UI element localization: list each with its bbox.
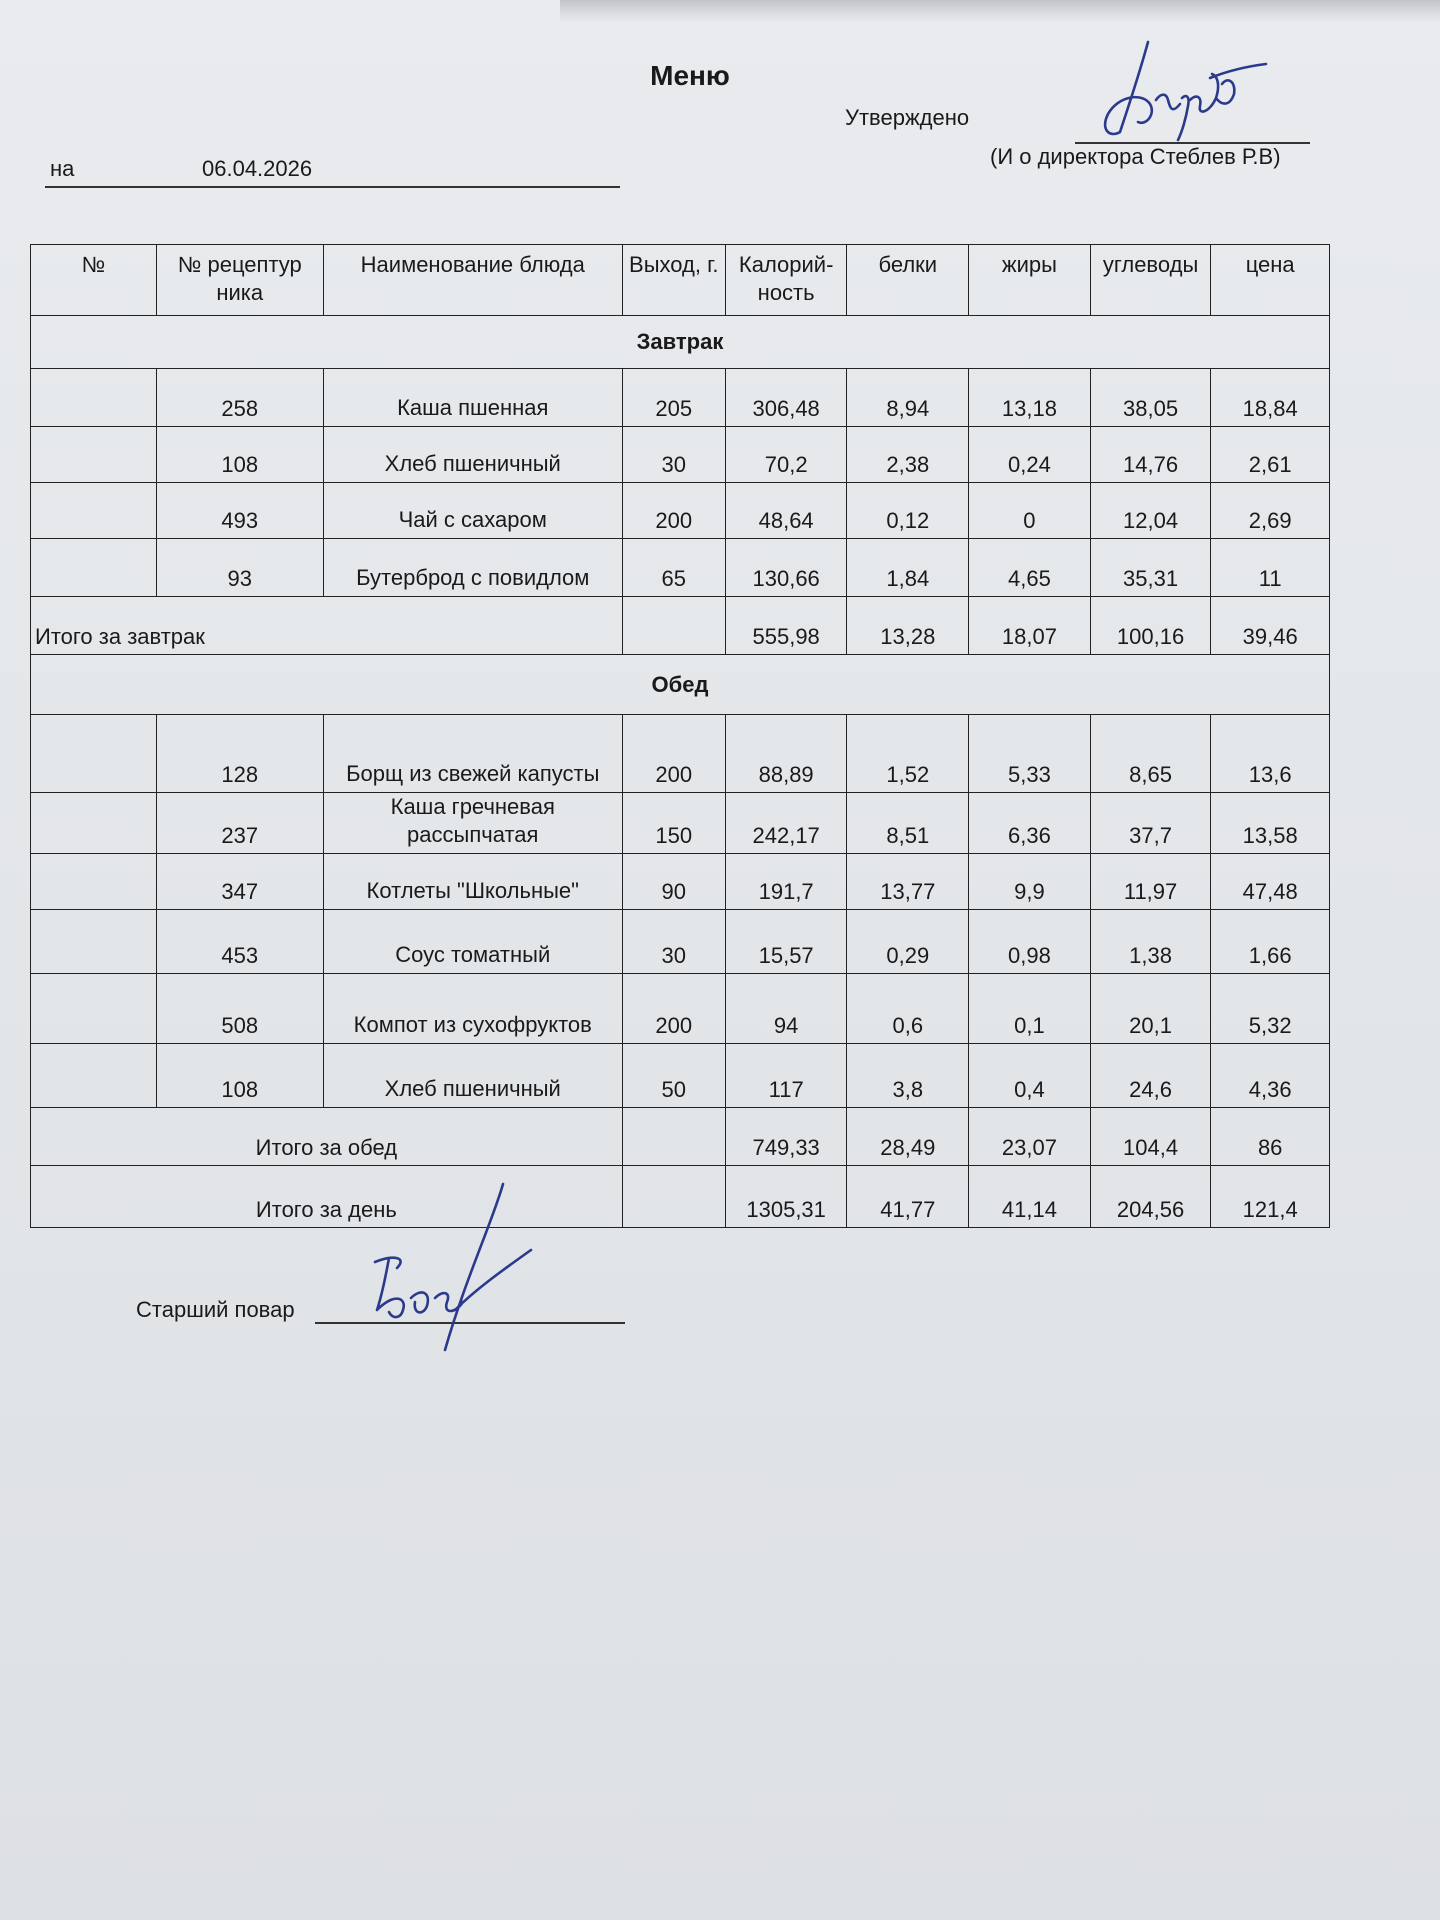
cell-yield: 200 <box>622 715 725 793</box>
breakfast-total-row <box>31 597 1330 655</box>
cell-carbs: 104,4 <box>1090 1108 1211 1166</box>
cell-kcal: 555,98 <box>725 597 847 655</box>
cell-fat: 6,36 <box>969 793 1091 854</box>
cell-dish: Каша гречневая рассыпчатая <box>323 793 622 854</box>
total-label: Итого за день <box>31 1166 623 1228</box>
cell-price: 2,61 <box>1211 427 1330 483</box>
cell-recipe: 258 <box>156 369 323 427</box>
header-cell: № рецептур ника <box>156 245 323 316</box>
cell-kcal: 70,2 <box>725 427 847 483</box>
cell-kcal: 117 <box>725 1044 847 1108</box>
table-row <box>31 483 1330 539</box>
cell-num <box>31 483 157 539</box>
cell-yield: 205 <box>622 369 725 427</box>
cell-protein: 13,28 <box>847 597 969 655</box>
table-row <box>31 910 1330 974</box>
cell-protein: 1,52 <box>847 715 969 793</box>
cell-yield: 150 <box>622 793 725 854</box>
section-row-breakfast <box>31 316 1330 369</box>
document-title: Меню <box>650 60 730 91</box>
cell-dish: Котлеты "Школьные" <box>323 854 622 910</box>
cell-kcal: 130,66 <box>725 539 847 597</box>
shadow <box>560 0 1440 22</box>
table-row <box>31 793 1330 854</box>
cell-fat: 0,24 <box>969 427 1091 483</box>
cook-label: Старший повар <box>136 1297 295 1322</box>
cell-carbs: 14,76 <box>1090 427 1211 483</box>
cell-yield: 65 <box>622 539 725 597</box>
cell-kcal: 15,57 <box>725 910 847 974</box>
section-title: Завтрак <box>31 316 1330 369</box>
cell-num <box>31 1044 157 1108</box>
cell-carbs: 1,38 <box>1090 910 1211 974</box>
cell-num <box>31 910 157 974</box>
date-prefix: на <box>50 156 75 181</box>
cell-protein: 28,49 <box>847 1108 969 1166</box>
cell-protein: 2,38 <box>847 427 969 483</box>
cell-carbs: 35,31 <box>1090 539 1211 597</box>
header-cell: углеводы <box>1090 245 1211 316</box>
cell-num <box>31 369 157 427</box>
cell-dish: Соус томатный <box>323 910 622 974</box>
cell-price: 13,6 <box>1211 715 1330 793</box>
cell-num <box>31 539 157 597</box>
menu-table <box>30 244 1330 1228</box>
cell-fat: 0,4 <box>969 1044 1091 1108</box>
cell-fat: 41,14 <box>969 1166 1091 1228</box>
cell-recipe: 108 <box>156 1044 323 1108</box>
cell-num <box>31 715 157 793</box>
cell-kcal: 94 <box>725 974 847 1044</box>
table-row <box>31 854 1330 910</box>
cell-protein: 8,51 <box>847 793 969 854</box>
header-cell: Наименование блюда <box>323 245 622 316</box>
cell-protein: 0,12 <box>847 483 969 539</box>
cell-carbs: 8,65 <box>1090 715 1211 793</box>
director-label: (И о директора Стеблев Р.В) <box>990 144 1281 169</box>
cell-yield: 90 <box>622 854 725 910</box>
cell-fat: 5,33 <box>969 715 1091 793</box>
cell-price: 47,48 <box>1211 854 1330 910</box>
cell-yield: 200 <box>622 974 725 1044</box>
cell-recipe: 493 <box>156 483 323 539</box>
cell-carbs: 37,7 <box>1090 793 1211 854</box>
cell-carbs: 11,97 <box>1090 854 1211 910</box>
cook-signature <box>355 1180 535 1355</box>
lunch-total-row <box>31 1108 1330 1166</box>
cell-fat: 4,65 <box>969 539 1091 597</box>
cell-kcal: 306,48 <box>725 369 847 427</box>
cell-dish: Борщ из свежей капусты <box>323 715 622 793</box>
cell-price: 2,69 <box>1211 483 1330 539</box>
table-row <box>31 427 1330 483</box>
cell-dish: Чай с сахаром <box>323 483 622 539</box>
cell-price: 4,36 <box>1211 1044 1330 1108</box>
cell-num <box>31 854 157 910</box>
cell-fat: 0,1 <box>969 974 1091 1044</box>
cell-protein: 41,77 <box>847 1166 969 1228</box>
cell-yield <box>622 1108 725 1166</box>
header-cell: Выход, г. <box>622 245 725 316</box>
cell-protein: 0,6 <box>847 974 969 1044</box>
cell-dish: Компот из сухофруктов <box>323 974 622 1044</box>
cell-dish: Хлеб пшеничный <box>323 1044 622 1108</box>
header-cell: Калорий-ность <box>725 245 847 316</box>
cell-num <box>31 427 157 483</box>
menu-date: 06.04.2026 <box>202 156 313 181</box>
day-total-row <box>31 1166 1330 1228</box>
cell-num <box>31 974 157 1044</box>
section-title: Обед <box>31 655 1330 715</box>
cell-carbs: 20,1 <box>1090 974 1211 1044</box>
cell-recipe: 347 <box>156 854 323 910</box>
cell-price: 13,58 <box>1211 793 1330 854</box>
cell-recipe: 453 <box>156 910 323 974</box>
cell-kcal: 749,33 <box>725 1108 847 1166</box>
cell-price: 86 <box>1211 1108 1330 1166</box>
cell-carbs: 12,04 <box>1090 483 1211 539</box>
cell-carbs: 38,05 <box>1090 369 1211 427</box>
table-row <box>31 539 1330 597</box>
cell-kcal: 242,17 <box>725 793 847 854</box>
cell-protein: 3,8 <box>847 1044 969 1108</box>
cell-recipe: 508 <box>156 974 323 1044</box>
header-cell: № <box>31 245 157 316</box>
table-row <box>31 715 1330 793</box>
cell-protein: 13,77 <box>847 854 969 910</box>
table-header-row <box>31 245 1330 316</box>
cell-yield: 30 <box>622 910 725 974</box>
director-signature <box>1090 34 1270 144</box>
cell-fat: 9,9 <box>969 854 1091 910</box>
cell-price: 1,66 <box>1211 910 1330 974</box>
cell-recipe: 237 <box>156 793 323 854</box>
cell-carbs: 100,16 <box>1090 597 1211 655</box>
table-row <box>31 369 1330 427</box>
header-cell: белки <box>847 245 969 316</box>
cell-recipe: 128 <box>156 715 323 793</box>
cell-fat: 18,07 <box>969 597 1091 655</box>
cell-recipe: 93 <box>156 539 323 597</box>
cell-price: 11 <box>1211 539 1330 597</box>
cell-fat: 23,07 <box>969 1108 1091 1166</box>
cell-protein: 8,94 <box>847 369 969 427</box>
cell-price: 18,84 <box>1211 369 1330 427</box>
cell-fat: 0 <box>969 483 1091 539</box>
cell-num <box>31 793 157 854</box>
cell-yield <box>622 597 725 655</box>
cell-yield: 200 <box>622 483 725 539</box>
cell-yield: 50 <box>622 1044 725 1108</box>
header-cell: цена <box>1211 245 1330 316</box>
cell-dish: Хлеб пшеничный <box>323 427 622 483</box>
cell-kcal: 48,64 <box>725 483 847 539</box>
cell-fat: 13,18 <box>969 369 1091 427</box>
header-cell: жиры <box>969 245 1091 316</box>
cell-kcal: 1305,31 <box>725 1166 847 1228</box>
cell-price: 5,32 <box>1211 974 1330 1044</box>
cell-fat: 0,98 <box>969 910 1091 974</box>
cell-kcal: 191,7 <box>725 854 847 910</box>
cell-yield: 30 <box>622 427 725 483</box>
approved-label: Утверждено <box>845 105 970 130</box>
total-label: Итого за завтрак <box>31 597 623 655</box>
date-underline <box>45 186 620 188</box>
cell-recipe: 108 <box>156 427 323 483</box>
cell-protein: 1,84 <box>847 539 969 597</box>
cell-dish: Каша пшенная <box>323 369 622 427</box>
cell-price: 121,4 <box>1211 1166 1330 1228</box>
total-label: Итого за обед <box>31 1108 623 1166</box>
cell-kcal: 88,89 <box>725 715 847 793</box>
cell-carbs: 204,56 <box>1090 1166 1211 1228</box>
section-row-lunch <box>31 655 1330 715</box>
table-row <box>31 1044 1330 1108</box>
cell-protein: 0,29 <box>847 910 969 974</box>
table-row <box>31 974 1330 1044</box>
cell-yield <box>622 1166 725 1228</box>
cell-carbs: 24,6 <box>1090 1044 1211 1108</box>
cell-price: 39,46 <box>1211 597 1330 655</box>
cell-dish: Бутерброд с повидлом <box>323 539 622 597</box>
